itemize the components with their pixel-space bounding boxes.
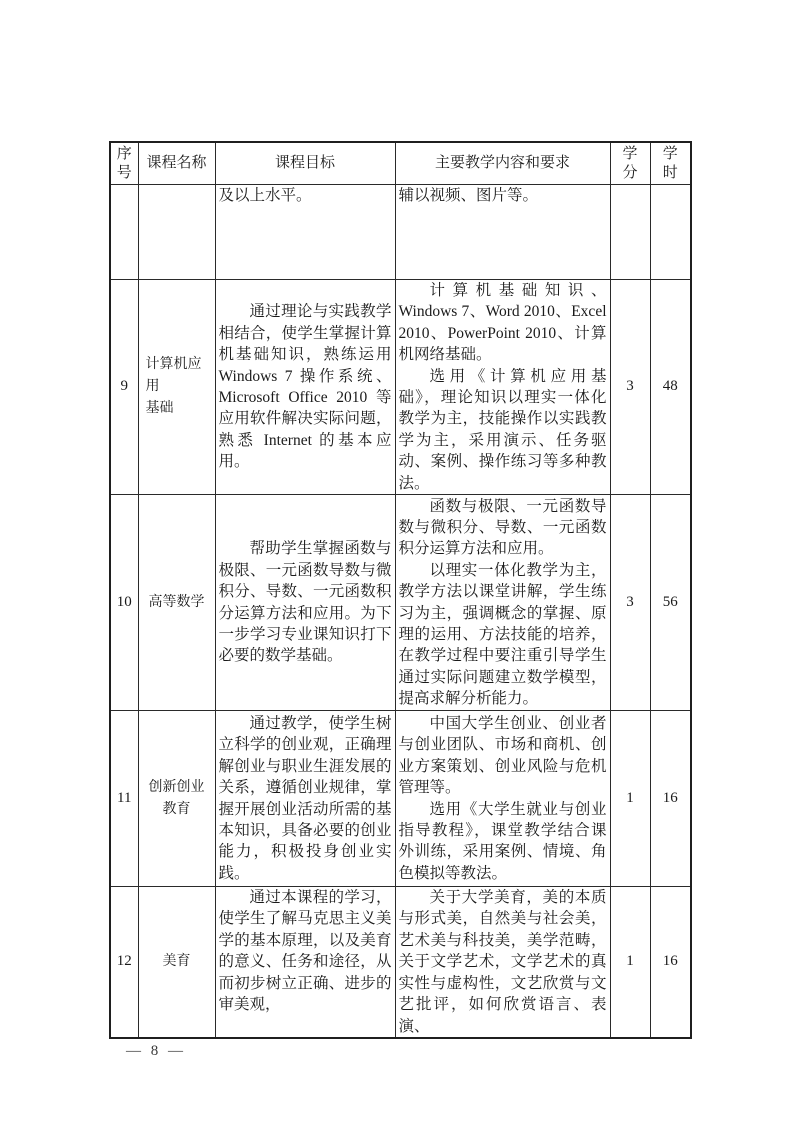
cell-num: 11 — [110, 711, 138, 887]
column-header-num — [110, 142, 138, 185]
content-paragraph: 关于大学美育，美的本质与形式美，自然美与社会美，艺术美与科技美，美学范畴，关于文学艺术，文学艺术的真实性与虚构性，文艺欣赏与文艺批评，如何欣赏语言、表演、 — [398, 889, 607, 1035]
header-line: 主要教学内容和要求 — [434, 155, 570, 171]
table-row-10 — [110, 495, 691, 711]
cell-objectives — [215, 495, 395, 711]
objectives-paragraph: 帮助学生掌握函数与极限、一元函数导数与微积分、导数、一元函数积分运算方法和应用。为下一步学习专业课知识打下必要的数学基础。 — [218, 540, 392, 665]
table-row-12 — [110, 887, 691, 1038]
course-name-line: 基础 — [145, 401, 174, 417]
course-name-line: 计算机应用 — [145, 357, 202, 395]
table-row-9 — [110, 280, 691, 495]
cell-content — [395, 711, 610, 887]
cell-objectives — [215, 185, 395, 280]
cell-content — [395, 185, 610, 280]
course-table — [109, 141, 692, 1039]
objectives-paragraph: 通过理论与实践教学相结合，使学生掌握计算机基础知识，熟练运用 Windows 7 操作系统、Microsoft Office 2010 等应用软件解决实际问题，熟悉 Internet 的基本应用。 — [218, 303, 392, 471]
cell-hours: 16 — [650, 887, 691, 1038]
content-paragraph: 中国大学生创业、创业者与创业团队、市场和商机、创业方案策划、创业风险与危机管理等。 — [398, 714, 607, 797]
content-paragraph: 计算机基础知识、Windows 7、Word 2010、Excel 2010、PowerPoint 2010、计算机网络基础。 — [398, 282, 607, 364]
course-name-line: 创新创业 — [148, 779, 205, 795]
header-line: 课程名称 — [146, 155, 207, 171]
cell-credits: 1 — [610, 711, 650, 887]
course-name-line: 高等数学 — [148, 594, 205, 610]
cell-hours: 56 — [650, 495, 691, 711]
cell-course-name — [138, 185, 215, 280]
header-line: 序 — [116, 145, 132, 162]
cell-credits: 3 — [610, 495, 650, 711]
cell-objectives — [215, 711, 395, 887]
column-header-hours — [650, 142, 691, 185]
column-header-content — [395, 142, 610, 185]
cell-content — [395, 887, 610, 1038]
cell-course-name — [138, 711, 215, 887]
cell-course-name — [138, 495, 215, 711]
cell-hours — [650, 185, 691, 280]
cell-credits — [610, 185, 650, 280]
cell-content — [395, 280, 610, 495]
cell-num — [110, 185, 138, 280]
column-header-credits — [610, 142, 650, 185]
cell-num: 9 — [110, 280, 138, 495]
course-name-line: 教育 — [162, 801, 191, 817]
table-header-row — [110, 142, 691, 185]
cell-hours: 16 — [650, 711, 691, 887]
content-paragraph: 辅以视频、图片等。 — [398, 187, 539, 204]
cell-hours: 48 — [650, 280, 691, 495]
header-line: 学 — [622, 145, 638, 162]
cell-content — [395, 495, 610, 711]
content-paragraph: 选用《大学生就业与创业指导教程》，课堂教学结合课外训练，采用案例、情境、角色模拟等教法。 — [398, 800, 607, 882]
content-paragraph: 选用《计算机应用基础》，理论知识以理实一体化教学为主，技能操作以实践教学为主，采用演示、任务驱动、案例、操作练习等多种教法。 — [398, 367, 607, 492]
header-line: 分 — [622, 164, 638, 181]
content-paragraph: 以理实一体化教学为主，教学方法以课堂讲解，学生练习为主，强调概念的掌握、原理的运用、方法技能的培养，在教学过程中要注重引导学生通过实际问题建立数学模型，提高求解分析能力。 — [398, 561, 607, 708]
page-number: — 8 — — [126, 1043, 186, 1059]
cell-credits: 3 — [610, 280, 650, 495]
cell-num: 10 — [110, 495, 138, 711]
cell-credits: 1 — [610, 887, 650, 1038]
cell-course-name — [138, 887, 215, 1038]
cell-objectives — [215, 887, 395, 1038]
cell-objectives — [215, 280, 395, 495]
column-header-course-name — [138, 142, 215, 185]
objectives-paragraph: 通过教学，使学生树立科学的创业观，正确理解创业与职业生涯发展的关系，遵循创业规律，掌握开展创业活动所需的基本知识，具备必要的创业能力，积极投身创业实践。 — [218, 714, 392, 882]
header-line: 号 — [116, 164, 132, 181]
table-row-11 — [110, 711, 691, 887]
header-line: 课程目标 — [274, 155, 335, 171]
table-row-continuation — [110, 185, 691, 280]
objectives-paragraph: 通过本课程的学习，使学生了解马克思主义美学的基本原理，以及美育的意义、任务和途径，从而初步树立正确、进步的审美观， — [218, 889, 392, 1014]
header-line: 学 — [662, 145, 678, 162]
header-line: 时 — [662, 164, 678, 181]
course-name-line: 美育 — [162, 953, 191, 969]
cell-num: 12 — [110, 887, 138, 1038]
objectives-paragraph: 及以上水平。 — [218, 187, 312, 204]
column-header-objectives — [215, 142, 395, 185]
cell-course-name — [138, 280, 215, 495]
content-paragraph: 函数与极限、一元函数导数与微积分、导数、一元函数积分运算方法和应用。 — [398, 497, 607, 558]
